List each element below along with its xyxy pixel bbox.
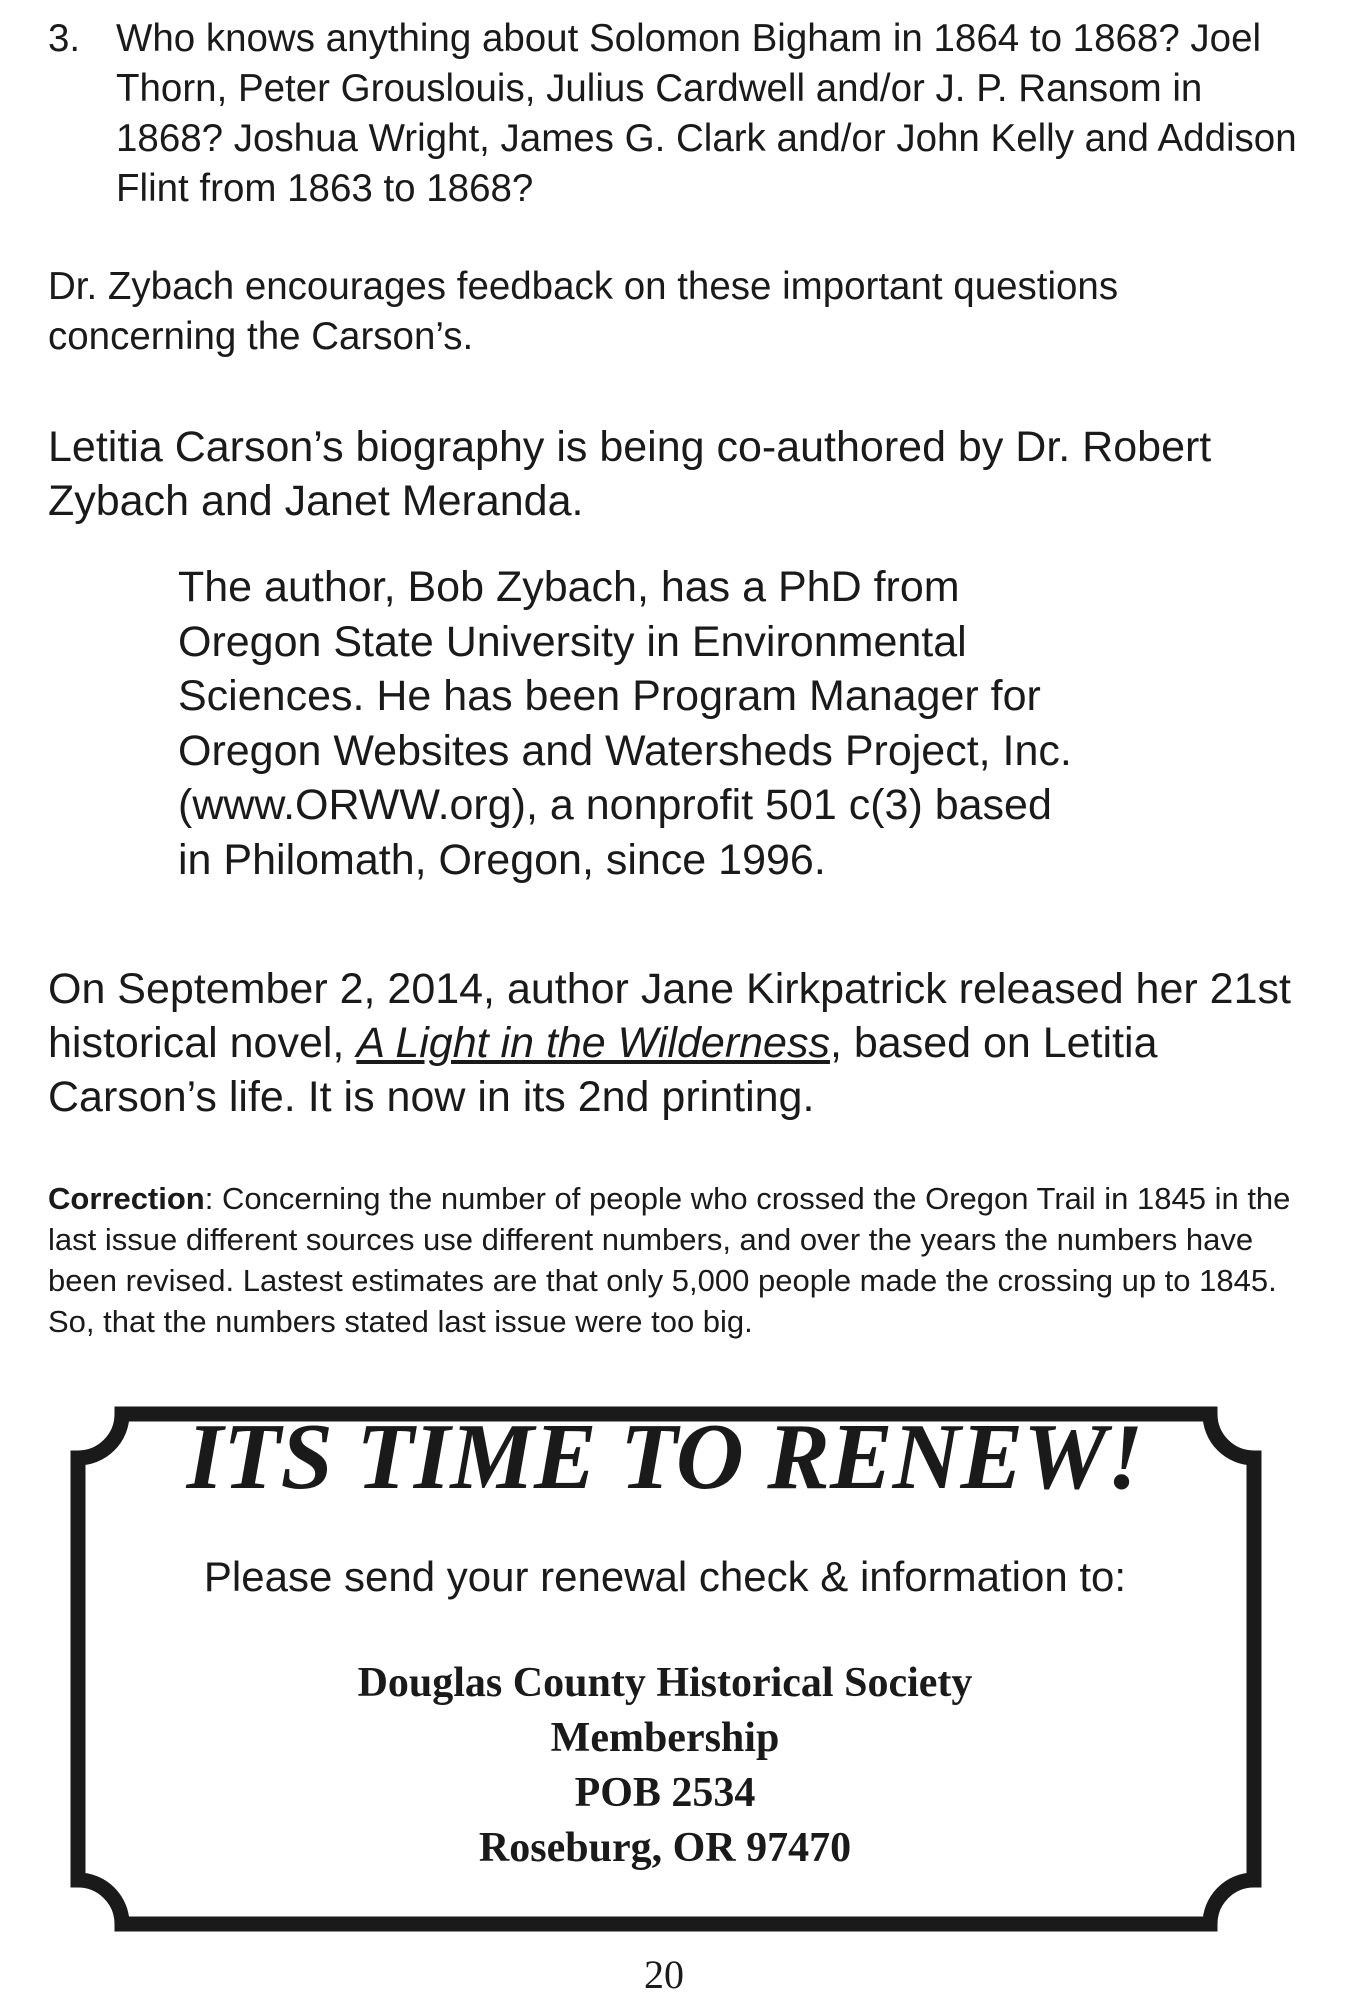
renewal-address: [70, 1656, 1260, 1876]
address-line-organization: Douglas County Historical Society: [357, 1660, 973, 1706]
novel-text-before: On September 2, 2014, author Jane Kirkpatrick released her 21st historical novel,: [48, 965, 1291, 1067]
correction-label: Correction: [48, 1181, 205, 1216]
feedback-paragraph: Dr. Zybach encourages feedback on these important questions concerning the Carson’s.: [48, 265, 1119, 358]
novel-book-title: A Light in the Wilderness: [356, 1019, 830, 1067]
author-note: The author, Bob Zybach, has a PhD from Oregon State University in Environmental Sciences. He has been Program Manager for Oregon Websites and Watersheds Project, Inc. (www.ORWW.org), a nonprofit 501 c(3) based in Philomath, Oregon, since 1996.: [178, 563, 1072, 884]
page-number: 20: [644, 1952, 684, 1997]
question-number: 3.: [48, 17, 81, 60]
question-text: Who knows anything about Solomon Bigham in 1864 to 1868? Joel Thorn, Peter Grouslouis, Julius Cardwell and/or J. P. Ransom in 1868? Joshua Wright, James G. Clark and/or John Kelly and Addison Flint from 1863 to 1868?: [116, 17, 1297, 210]
renewal-subtitle: Please send your renewal check & information to:: [203, 1553, 1127, 1600]
address-line-department: Membership: [550, 1715, 780, 1761]
renewal-title: ITS TIME TO RENEW!: [186, 1405, 1144, 1509]
address-line-pob: POB 2534: [574, 1770, 756, 1816]
novel-text-after: , based on Letitia Carson’s life. It is now in its 2nd printing.: [48, 1019, 1158, 1121]
biography-paragraph: Letitia Carson’s biography is being co-authored by Dr. Robert Zybach and Janet Meranda.: [48, 423, 1212, 525]
correction-text: : Concerning the number of people who crossed the Oregon Trail in 1845 in the last issue different sources use different numbers, and over the years the numbers have been revised. Lastest estimates are that only 5,000 people made the crossing up to 1845. So, that the numbers stated last issue were too big.: [48, 1181, 1291, 1339]
address-line-city: Roseburg, OR 97470: [478, 1825, 852, 1871]
